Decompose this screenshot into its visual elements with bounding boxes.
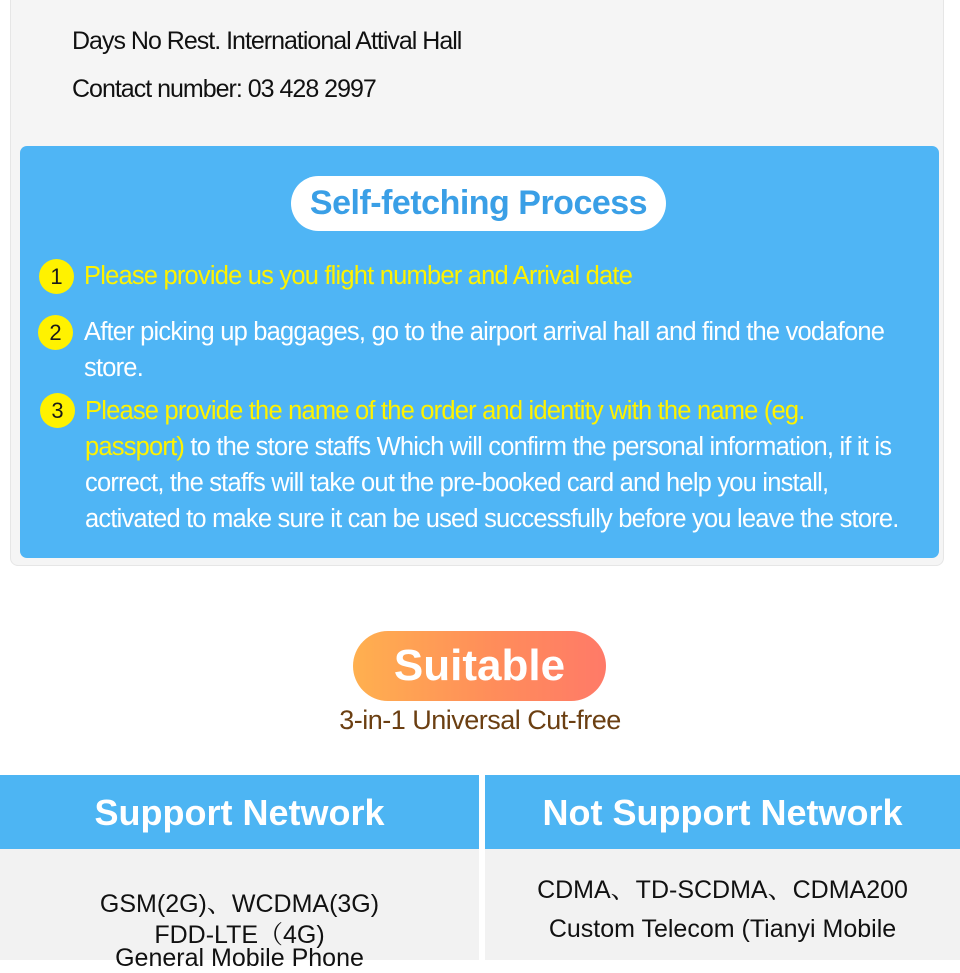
suitable-badge: Suitable	[353, 631, 606, 701]
step-3-badge: 3	[40, 393, 75, 428]
process-title: Self-fetching Process	[291, 176, 666, 231]
support-network-line2: FDD-LTE（4G)	[154, 921, 325, 949]
suitable-subtitle: 3-in-1 Universal Cut-free	[339, 705, 621, 735]
step-3-text-line3: correct, the staffs will take out the pre-booked card and help you install,	[85, 469, 829, 497]
step-3-text-line2-rest: to the store staffs Which will confirm the personal information, if it is	[184, 433, 892, 461]
step-2-text-line1: After picking up baggages, go to the airport arrival hall and find the vodafone	[84, 318, 885, 346]
step-3-text-line4: activated to make sure it can be used successfully before you leave the store.	[85, 505, 899, 533]
support-network-line1: GSM(2G)、WCDMA(3G)	[99, 890, 380, 918]
step-3-highlight: passport)	[85, 433, 185, 461]
step-3-text-line1: Please provide the name of the order and identity with the name (eg.	[85, 397, 805, 425]
support-network-header: Support Network	[0, 775, 479, 849]
step-2-text-line2: store.	[84, 354, 143, 382]
support-network-line3: General Mobile Phone	[115, 944, 364, 972]
step-2-badge: 2	[38, 315, 73, 350]
not-support-network-line2: Custom Telecom (Tianyi Mobile	[548, 915, 897, 943]
contact-number-text: Contact number: 03 428 2997	[72, 75, 376, 103]
not-support-network-header: Not Support Network	[485, 775, 960, 849]
not-support-network-line1: CDMA、TD-SCDMA、CDMA200	[537, 876, 908, 904]
step-3-text-line2	[85, 429, 891, 465]
service-days-text: Days No Rest. International Attival Hall	[72, 27, 462, 55]
step-1-badge: 1	[39, 259, 74, 294]
step-1-text: Please provide us you flight number and Arrival date	[84, 262, 633, 290]
